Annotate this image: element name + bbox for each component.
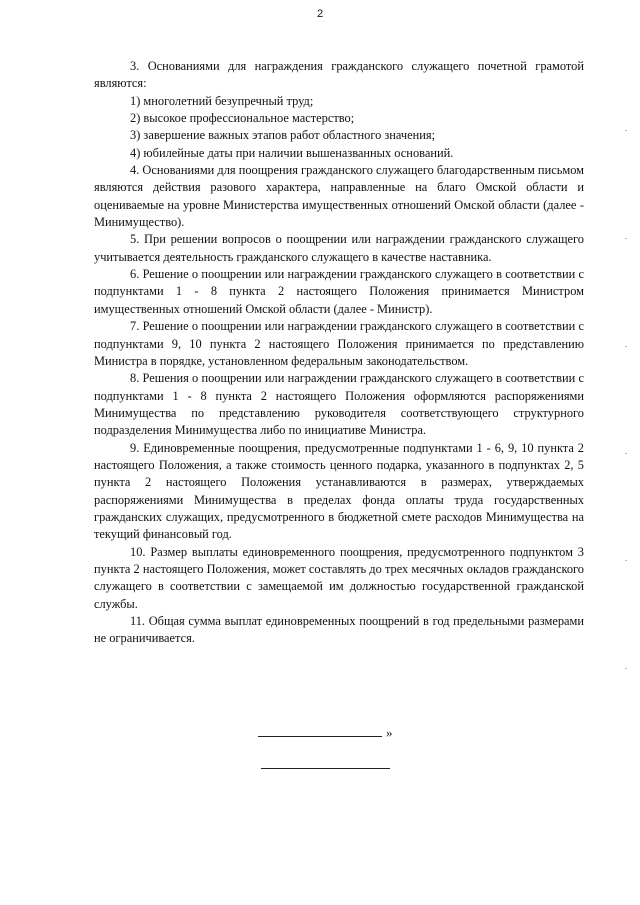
margin-mark xyxy=(625,668,627,669)
list-item: 3) завершение важных этапов работ областного значения; xyxy=(130,128,436,143)
page-number: 2 xyxy=(316,8,324,20)
paragraph-7: 7. Решение о поощрении или награждении гражданского служащего в соответствии с подпунктами 9, 10 пункта 2 настоящего Положения принимается по представлению Министра в порядке, установленном федеральным законодательством. xyxy=(94,319,584,368)
list-item: 4) юбилейные даты при наличии вышеназванных оснований. xyxy=(130,145,454,160)
end-rule xyxy=(261,768,390,769)
margin-mark xyxy=(625,238,627,239)
closing-quote: » xyxy=(386,725,393,740)
paragraph-10: 10. Размер выплаты единовременного поощрения, предусмотренного подпунктом 3 пункта 2 настоящего Положения, может составлять до трех месячных окладов гражданского служащего в соответствии с замещаемой им должностью государственной гражданской службы. xyxy=(94,544,584,611)
closing-underline xyxy=(258,735,382,737)
margin-mark xyxy=(625,346,627,347)
list-item: 1) многолетний безупречный труд; xyxy=(130,93,314,108)
paragraph-9: 9. Единовременные поощрения, предусмотренные подпунктами 1 - 6, 9, 10 пункта 2 настоящего Положения, а также стоимость ценного подарка, указанного в подпунктах 2, 5 пункта 2 настоящего Положения устанавливаются в размерах, утверждаемых распоряжениями Минимущества в пределах фонда оплаты труда государственных гражданских служащих, предусмотренного в бюджетной смете расходов Минимущества на текущий финансовый год. xyxy=(94,440,584,542)
list-item: 2) высокое профессиональное мастерство; xyxy=(130,111,355,126)
paragraph-6: 6. Решение о поощрении или награждении гражданского служащего в соответствии с подпунктами 1 - 8 пункта 2 настоящего Положения принимается Министром имущественных отношений Омской области (далее - Министр). xyxy=(94,267,584,316)
paragraph-11: 11. Общая сумма выплат единовременных поощрений в год предельными размерами не ограничивается. xyxy=(94,614,584,646)
closing-mark xyxy=(258,724,393,741)
paragraph-8: 8. Решения о поощрении или награждении гражданского служащего в соответствии с подпунктами 1 - 8 пункта 2 настоящего Положения оформляются распоряжениями Минимущества по представлению руководителя соответствующего структурного подразделения Минимущества либо по инициативе Министра. xyxy=(94,371,584,438)
paragraph-5: 5. При решении вопросов о поощрении или награждении гражданского служащего учитывается деятельность гражданского служащего в качестве наставника. xyxy=(94,232,584,264)
document-body xyxy=(94,58,584,648)
margin-mark xyxy=(625,560,627,561)
paragraph-3: 3. Основаниями для награждения гражданского служащего почетной грамотой являются: xyxy=(94,59,584,91)
margin-mark xyxy=(625,453,627,454)
margin-mark xyxy=(625,130,627,131)
paragraph-4: 4. Основаниями для поощрения гражданского служащего благодарственным письмом являются действия разового характера, направленные на благо Омской области и оцениваемые на уровне Министерства имущественных отношений Омской области (далее - Минимущество). xyxy=(94,163,584,230)
